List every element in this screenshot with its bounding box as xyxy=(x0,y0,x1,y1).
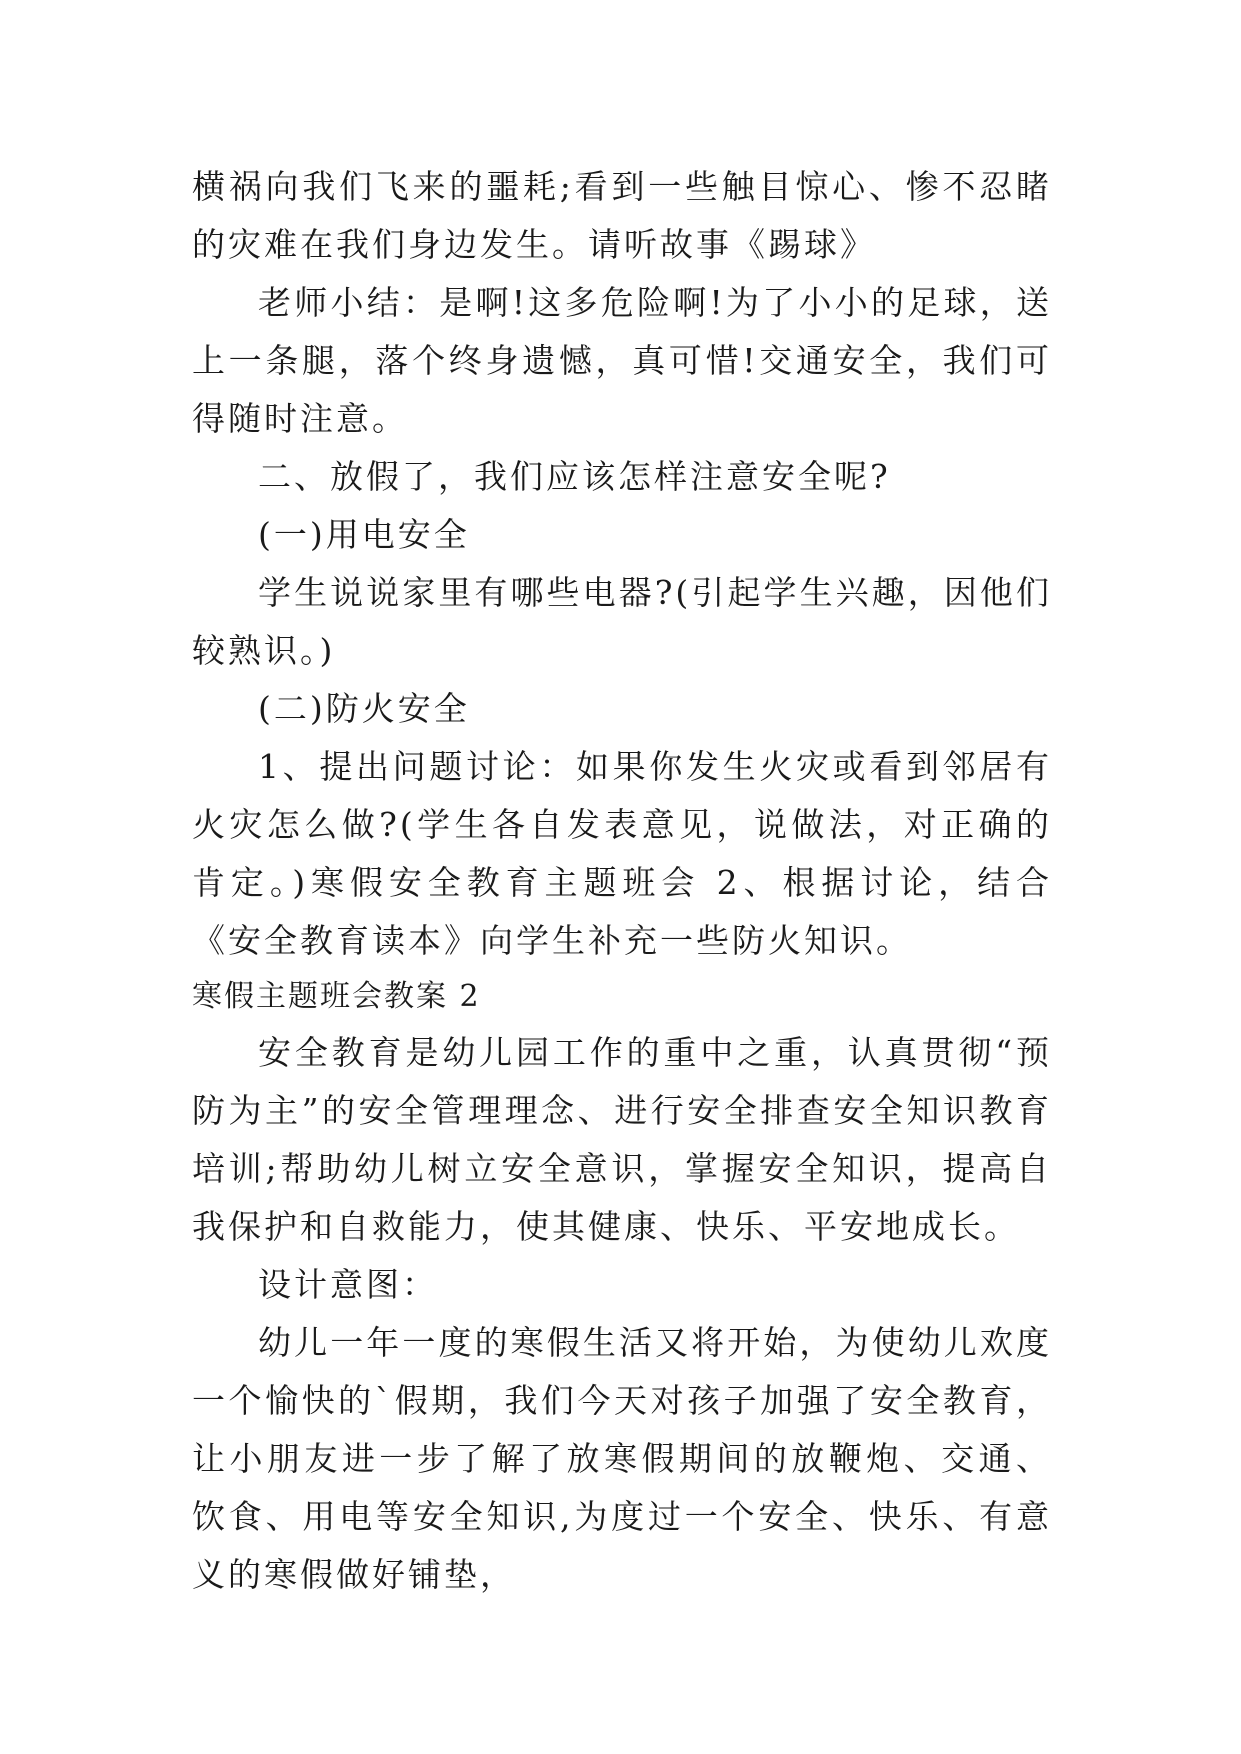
document-page xyxy=(192,158,1052,1604)
paragraph: (二)防火安全 xyxy=(258,689,470,728)
paragraph: 幼儿一年一度的寒假生活又将开始，为使幼儿欢度一个愉快的`假期，我们今天对孩子加强了安全教育，让小朋友进一步了解了放寒假期间的放鞭炮、交通、饮食、用电等安全知识,为度过一个安全、快乐、有意义的寒假做好铺垫， xyxy=(192,1323,1052,1594)
paragraph: (一)用电安全 xyxy=(258,515,470,554)
paragraph: 横祸向我们飞来的噩耗;看到一些触目惊心、惨不忍睹的灾难在我们身边发生。请听故事《踢球》 xyxy=(192,167,1052,264)
paragraph: 设计意图： xyxy=(258,1265,438,1304)
section-title: 寒假主题班会教案 2 xyxy=(192,979,481,1014)
paragraph: 学生说说家里有哪些电器?(引起学生兴趣，因他们较熟识。) xyxy=(192,573,1052,670)
paragraph: 二、放假了，我们应该怎样注意安全呢? xyxy=(258,457,891,496)
paragraph: 1、提出问题讨论：如果你发生火灾或看到邻居有火灾怎么做?(学生各自发表意见，说做法，对正确的肯定。)寒假安全教育主题班会 2、根据讨论，结合《安全教育读本》向学生补充一些防火知识。 xyxy=(192,747,1052,960)
paragraph: 老师小结：是啊!这多危险啊!为了小小的足球，送上一条腿，落个终身遗憾，真可惜!交通安全，我们可得随时注意。 xyxy=(192,283,1052,438)
paragraph: 安全教育是幼儿园工作的重中之重，认真贯彻“预防为主”的安全管理理念、进行安全排查安全知识教育培训;帮助幼儿树立安全意识，掌握安全知识，提高自我保护和自救能力，使其健康、快乐、平安地成长。 xyxy=(192,1033,1052,1246)
